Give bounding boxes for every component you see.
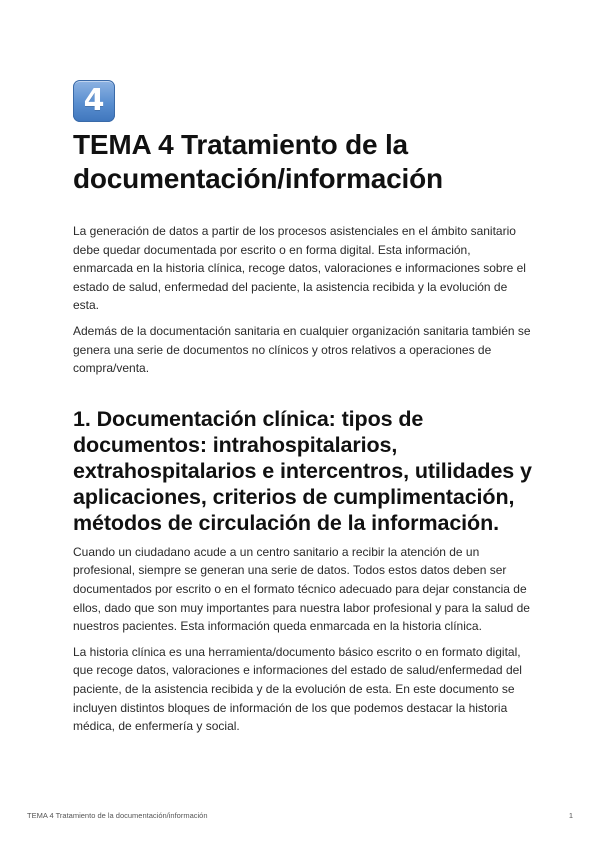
intro-paragraph-1: La generación de datos a partir de los procesos asistenciales en el ámbito sanitario debe quedar documentada por escrito o en forma digital. Esta información, enmarcada en la historia clínica, recoge datos, valoraciones e informaciones sobre el estado de salud, enfermedad del paciente, la asistencia recibida y la evolución de esta. [73, 224, 526, 313]
keycap-digit-four-icon [73, 80, 115, 122]
intro-paragraph-2: Además de la documentación sanitaria en cualquier organización sanitaria también se genera una serie de documentos no clínicos y otros relativos a operaciones de compra/venta. [73, 323, 531, 376]
page-content [73, 128, 533, 743]
section-heading-1: 1. Documentación clínica: tipos de documentos: intrahospitalarios, extrahospitalarios e intercentros, utilidades y aplicaciones, criterios de cumplimentación, métodos de circulación de la información. [73, 406, 532, 535]
page-footer [27, 811, 573, 820]
footer-title: TEMA 4 Tratamiento de la documentación/información [27, 811, 208, 820]
page-title: TEMA 4 Tratamiento de la documentación/información [73, 129, 443, 194]
section-1-paragraph-1: Cuando un ciudadano acude a un centro sanitario a recibir la atención de un profesional, siempre se generan una serie de datos. Todos estos datos deben ser documentados por escrito o en el formato técnico adecuado para dejar constancia de ellos, dado que son muy importantes para nuestra labor profesional y para la salud de nuestros pacientes. Esta información queda enmarcada en la historia clínica. [73, 544, 530, 634]
badge-digit: 4 [83, 82, 105, 118]
section-1-paragraph-2: La historia clínica es una herramienta/documento básico escrito o en formato digital, que recoge datos, valoraciones e informaciones del estado de salud/enfermedad del paciente, de la asistencia recibida y de la evolución de esta. En este documento se incluyen distintos bloques de información de los que podemos destacar la historia médica, de enfermería y social. [73, 644, 522, 734]
page-number: 1 [568, 811, 573, 820]
